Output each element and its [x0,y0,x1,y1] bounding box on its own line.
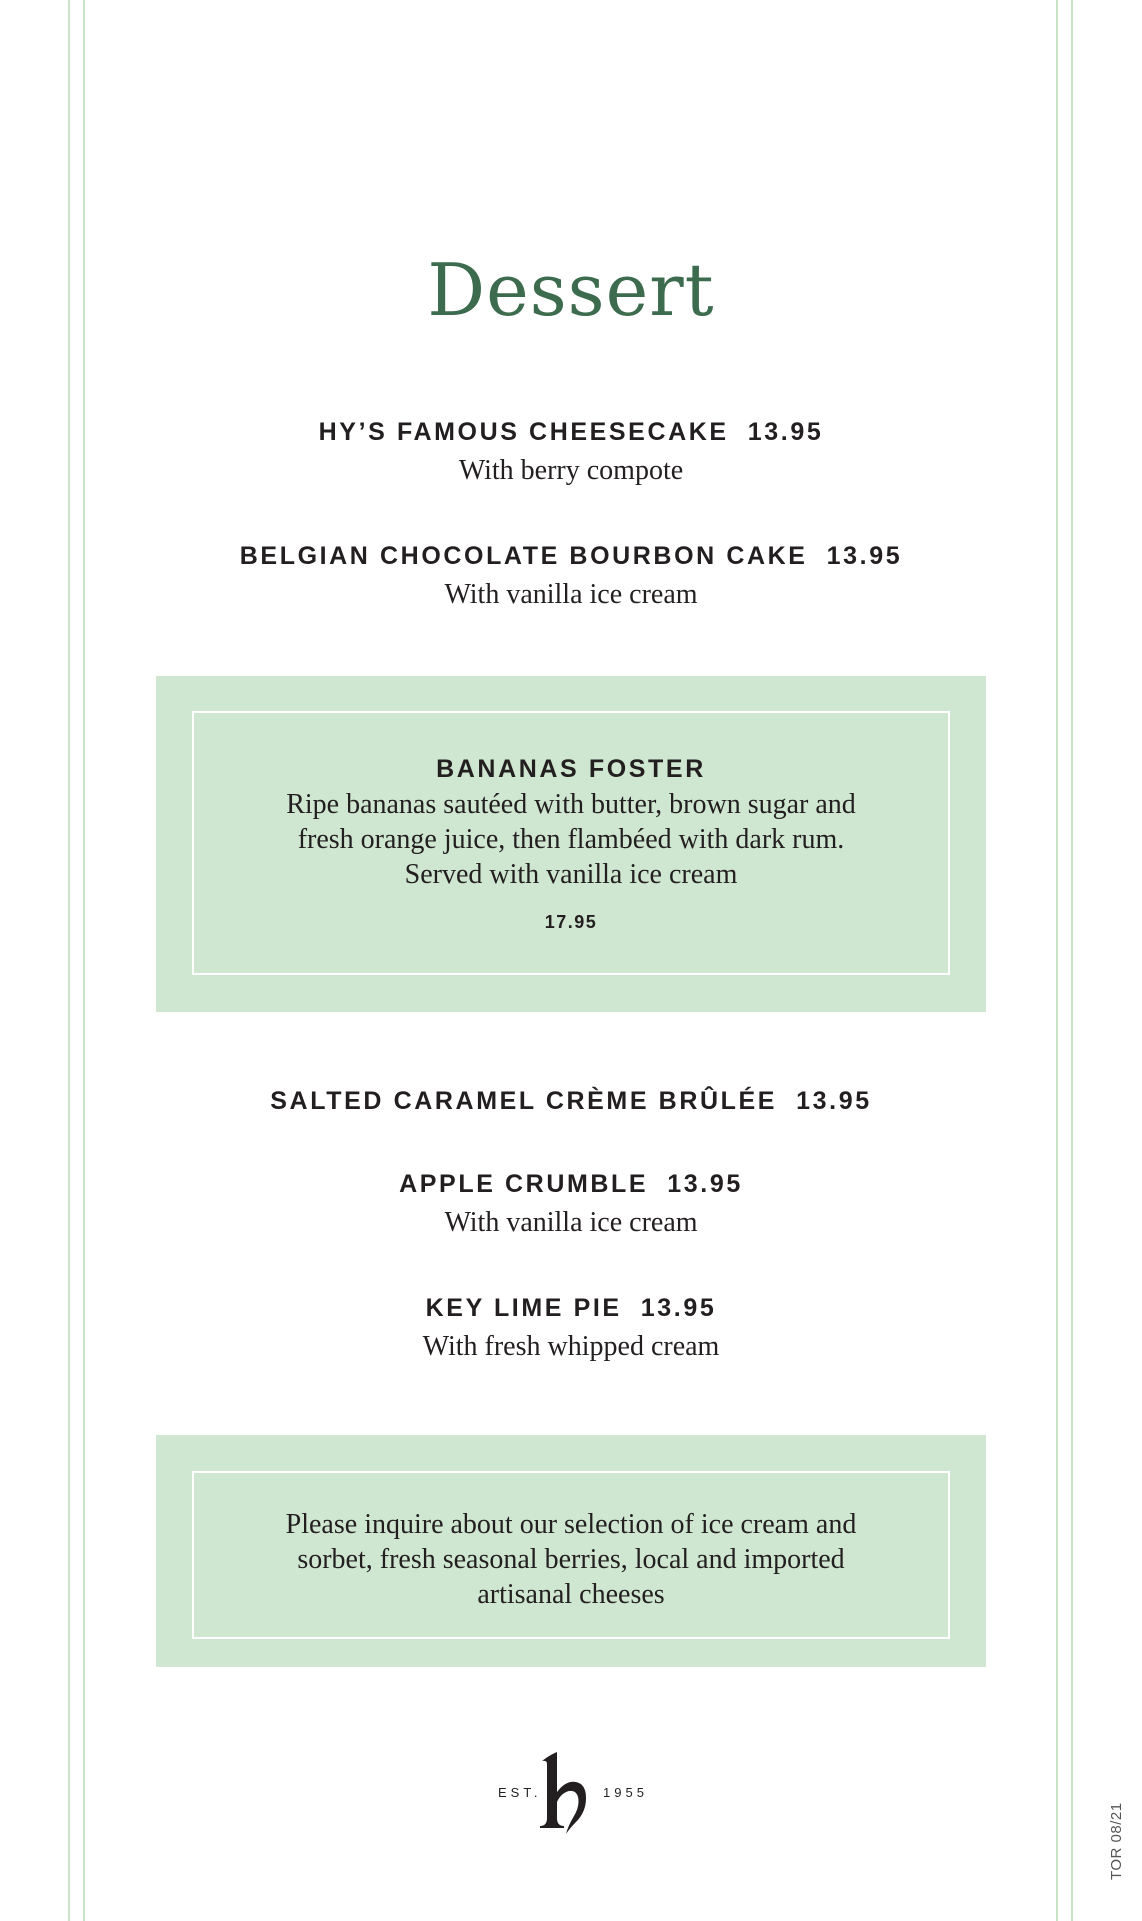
menu-code: TOR 08/21 [1108,1802,1125,1880]
menu-item-name: BELGIAN CHOCOLATE BOURBON CAKE 13.95 [239,542,903,570]
restaurant-logo [0,1750,1142,1840]
menu-item-name: SALTED CARAMEL CRÈME BRÛLÉE 13.95 [270,1087,872,1115]
note-box-frame [192,1471,950,1639]
menu-item-description: With vanilla ice cream [444,1207,698,1238]
feature-item-name: BANANAS FOSTER [436,755,706,783]
menu-item-apple-crumble [0,1168,1142,1241]
menu-item-description: With berry compote [458,455,684,486]
feature-item-description: Ripe bananas sautéed with butter, brown sugar and fresh orange juice, then flambéed with dark rum. Served with vanilla ice cream [286,789,856,890]
feature-box [156,676,986,1012]
menu-item-name: APPLE CRUMBLE 13.95 [399,1170,743,1198]
feature-box-frame [192,711,950,975]
h-monogram-icon [536,1750,596,1835]
logo-year-label: 1955 [603,1785,648,1800]
menu-item-creme-brulee [0,1085,1142,1117]
menu-item-description: With vanilla ice cream [444,579,698,610]
menu-item-name: KEY LIME PIE 13.95 [425,1294,717,1322]
menu-item-name: HY’S FAMOUS CHEESECAKE 13.95 [318,418,824,446]
logo-est-label: EST. [498,1785,542,1800]
note-text: Please inquire about our selection of ice cream and sorbet, fresh seasonal berries, local and imported artisanal cheeses [285,1509,857,1610]
note-box [156,1435,986,1667]
menu-item-chocolate-cake [0,540,1142,613]
page-title: Dessert [427,248,715,332]
menu-item-key-lime-pie [0,1292,1142,1365]
feature-item-price: 17.95 [544,912,598,932]
menu-item-description: With fresh whipped cream [422,1331,720,1362]
menu-item-cheesecake [0,416,1142,489]
